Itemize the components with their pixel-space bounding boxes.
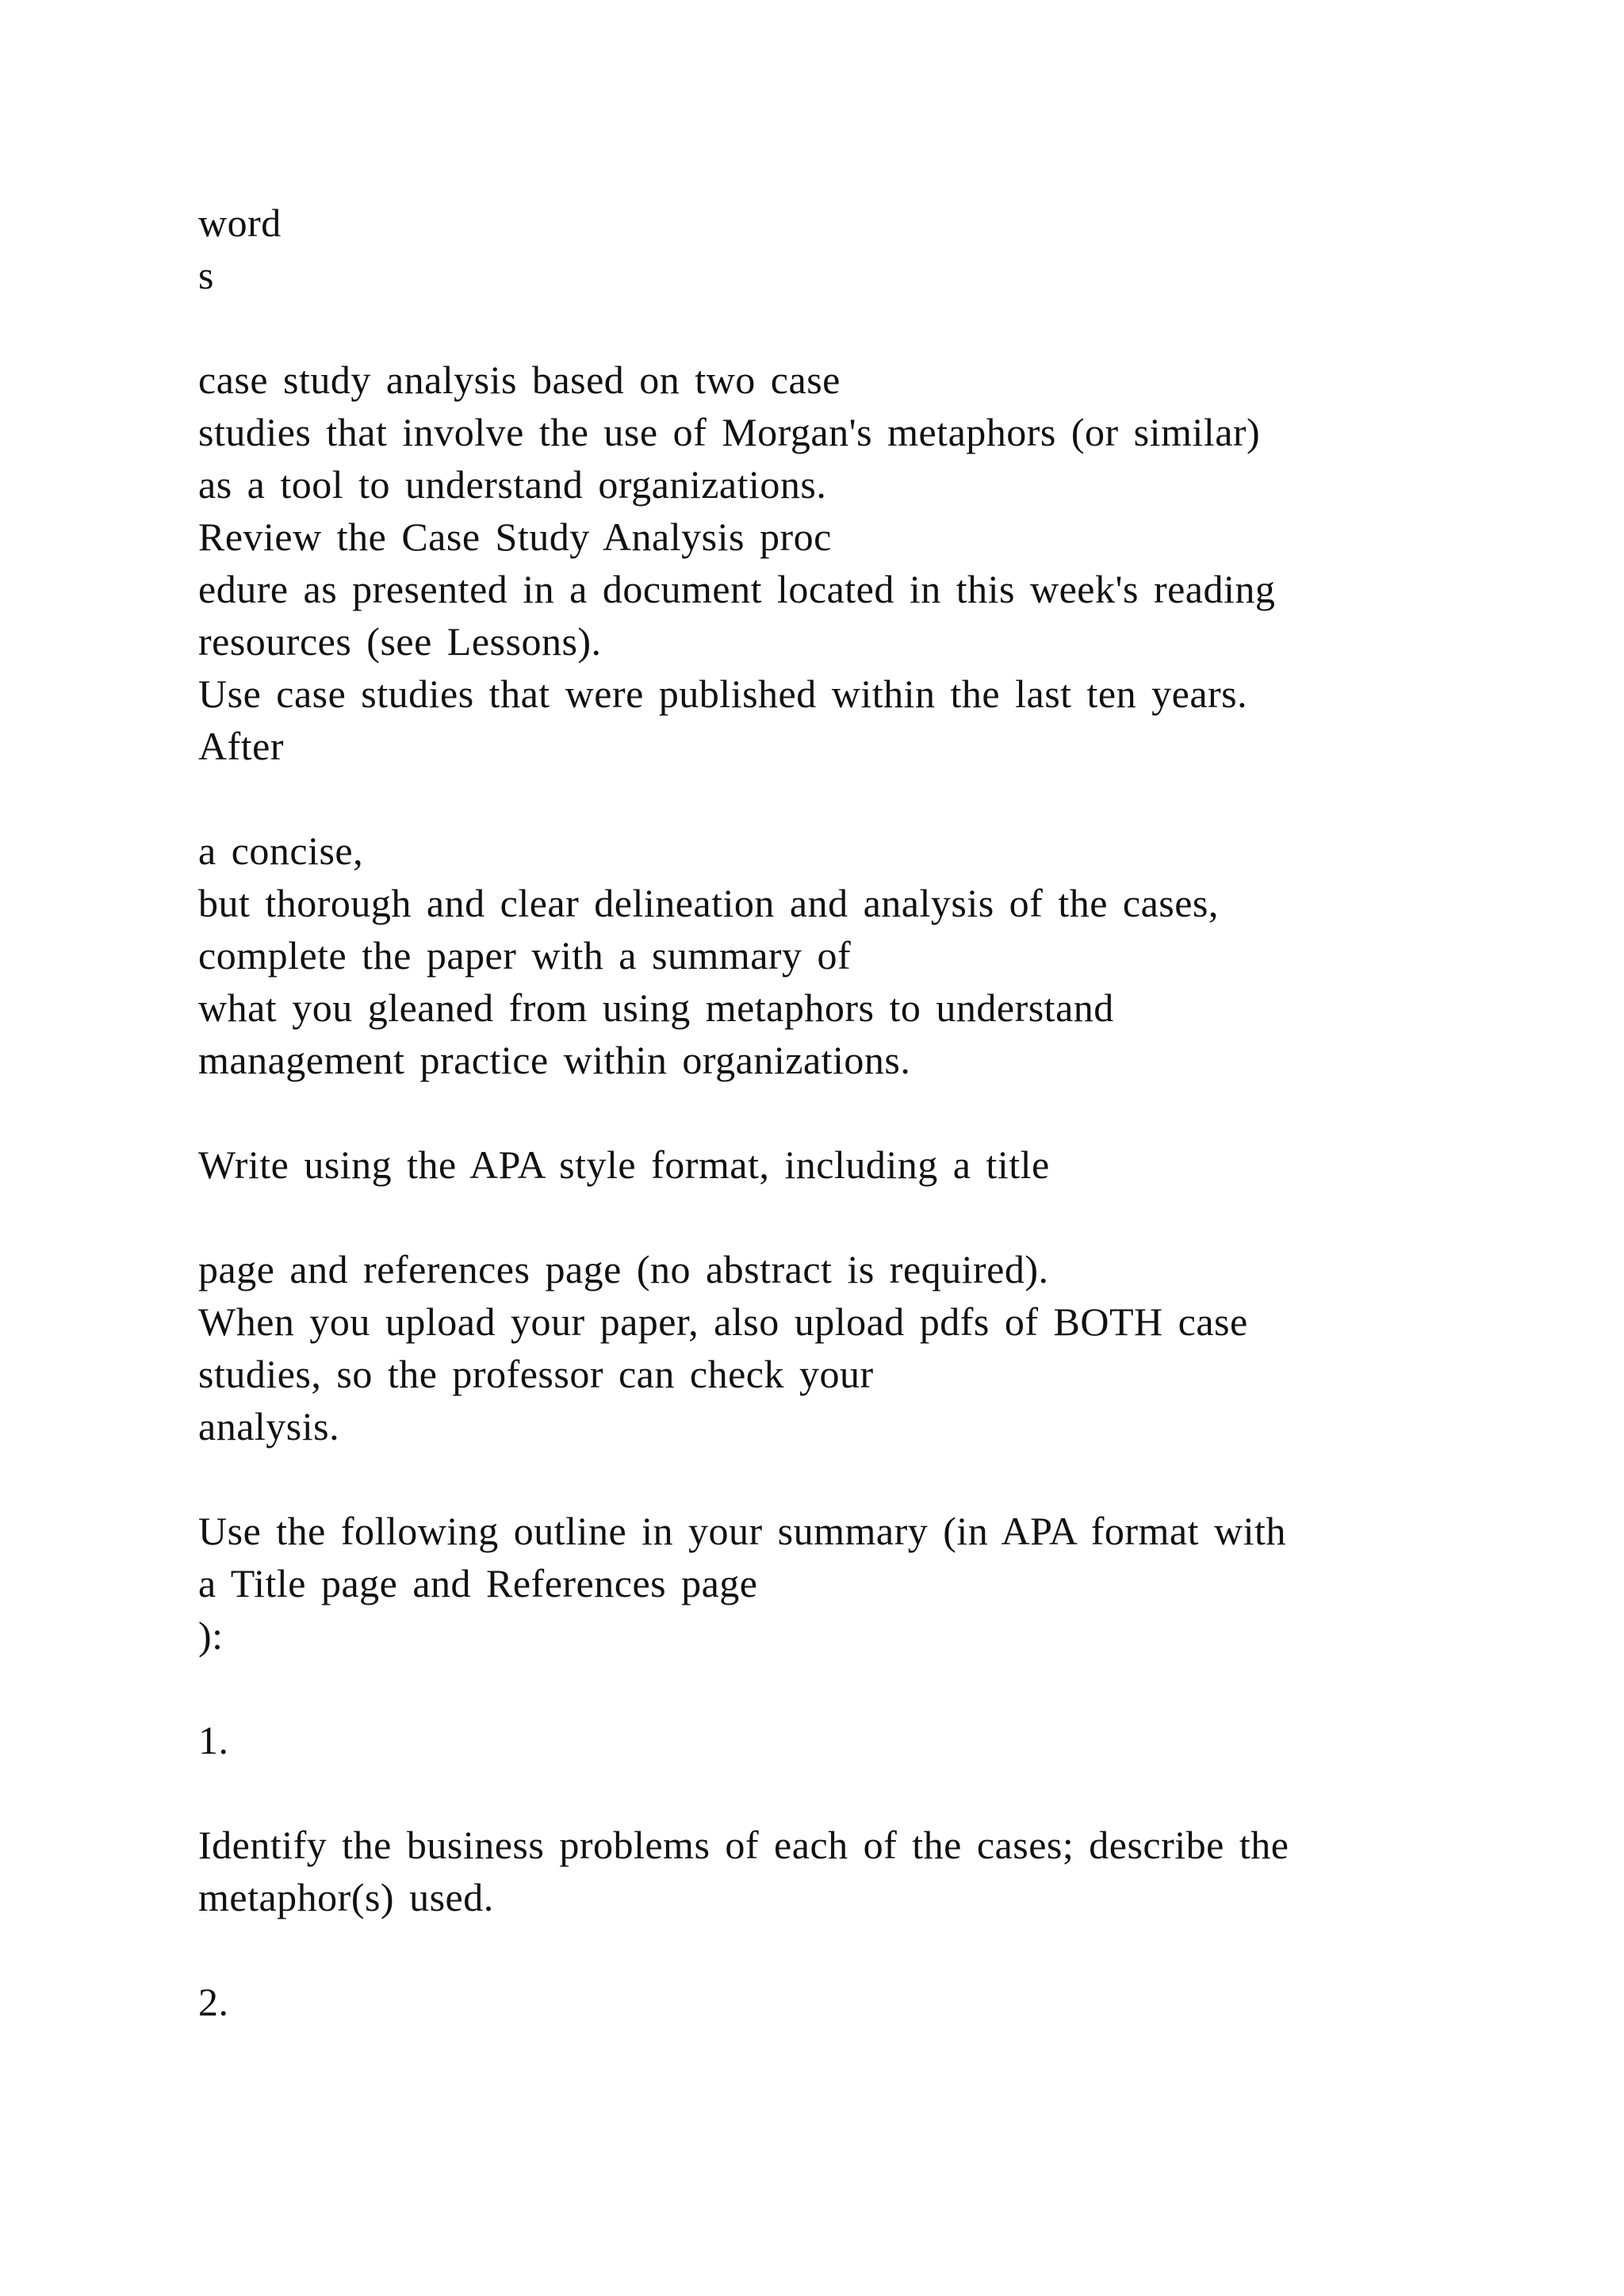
blank-line <box>198 1191 1530 1243</box>
blank-line <box>198 772 1530 825</box>
blank-line <box>198 1086 1530 1138</box>
list-number-2: 2. <box>198 1980 229 2024</box>
text-line: Identify the business problems of each of the cases; describe the <box>198 1823 1289 1867</box>
text-line: studies that involve the use of Morgan's metaphors (or similar) <box>198 410 1261 454</box>
text-line: management practice within organizations. <box>198 1038 911 1082</box>
text-line: After <box>198 724 284 768</box>
blank-line <box>198 1452 1530 1505</box>
text-line: metaphor(s) used. <box>198 1875 494 1919</box>
blank-line <box>198 1923 1530 1976</box>
text-line: s <box>198 253 214 297</box>
text-line: studies, so the professor can check your <box>198 1352 874 1396</box>
text-line: Use the following outline in your summary (in APA format with <box>198 1509 1286 1553</box>
blank-line <box>198 301 1530 354</box>
text-line: what you gleaned from using metaphors to understand <box>198 985 1114 1030</box>
list-number-1: 1. <box>198 1718 229 1762</box>
text-line: Use case studies that were published within the last ten years. <box>198 672 1248 716</box>
text-line: Write using the APA style format, including a title <box>198 1142 1050 1187</box>
blank-line <box>198 1662 1530 1714</box>
text-line: page and references page (no abstract is required). <box>198 1247 1049 1292</box>
text-line: When you upload your paper, also upload pdfs of BOTH case <box>198 1299 1248 1344</box>
document-body <box>198 197 1530 2028</box>
text-line: ): <box>198 1613 224 1658</box>
text-line: case study analysis based on two case <box>198 358 841 402</box>
text-line: Review the Case Study Analysis proc <box>198 515 832 559</box>
text-line: word <box>198 201 282 245</box>
text-line: complete the paper with a summary of <box>198 933 852 978</box>
text-line: edure as presented in a document located in this week's reading <box>198 567 1276 611</box>
blank-line <box>198 1766 1530 1819</box>
text-line: a Title page and References page <box>198 1561 758 1605</box>
text-line: but thorough and clear delineation and analysis of the cases, <box>198 881 1219 925</box>
text-line: resources (see Lessons). <box>198 619 602 664</box>
text-line: a concise, <box>198 828 364 873</box>
text-line: analysis. <box>198 1404 340 1448</box>
text-line: as a tool to understand organizations. <box>198 462 827 507</box>
